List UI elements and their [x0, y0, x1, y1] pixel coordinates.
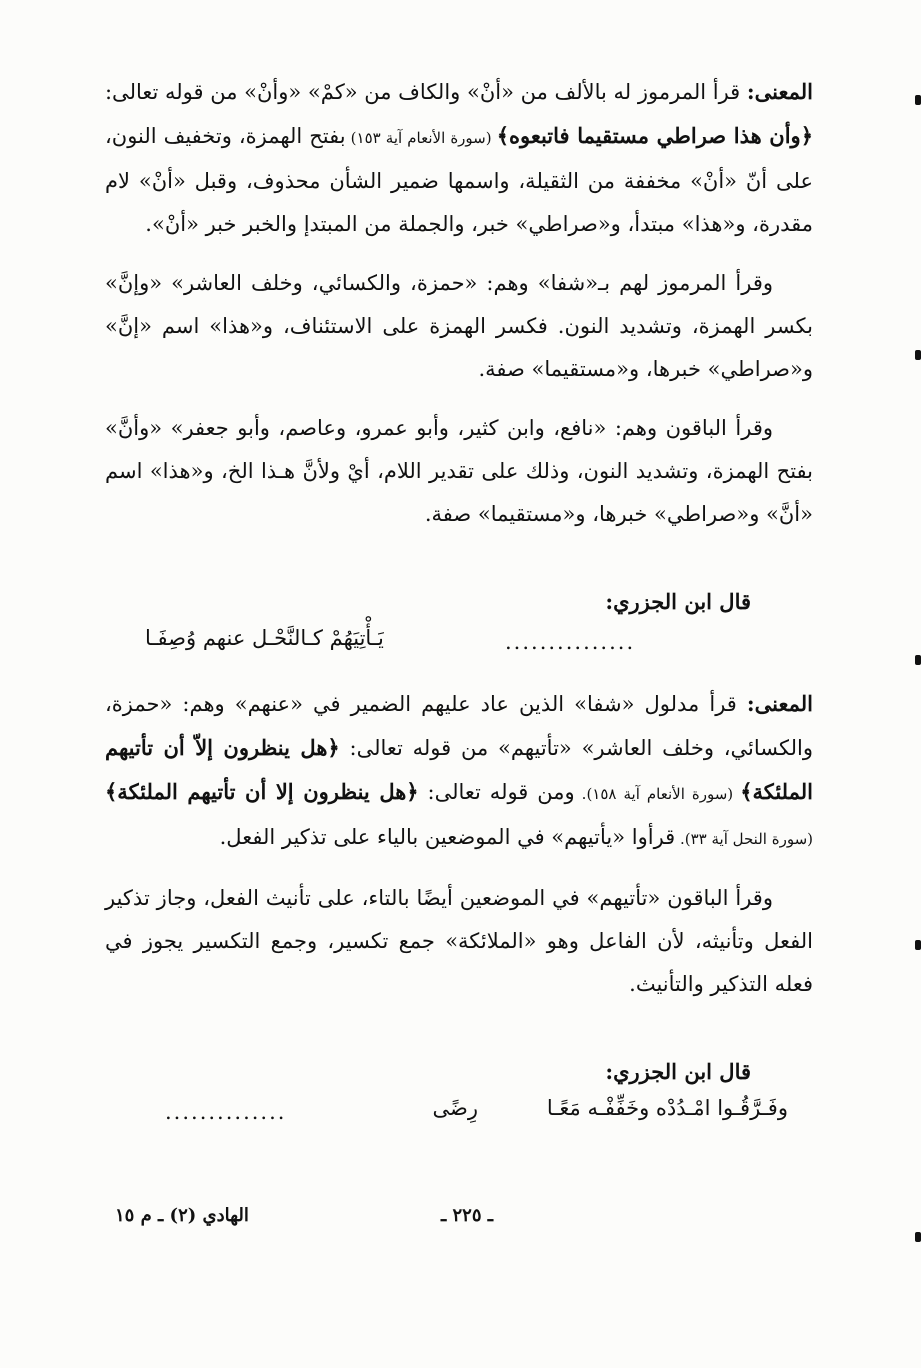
surah-reference: (سورة الأنعام آية ١٥٨). [574, 785, 741, 803]
section-heading: قال ابن الجزري: [605, 589, 751, 614]
book-signature: الهادي (٢) ـ م ١٥ [115, 1205, 249, 1226]
meaning-label: المعنى: [746, 79, 813, 104]
page-number: ـ ٢٢٥ ـ [440, 1205, 494, 1226]
quran-quote: ﴿هل ينظرون إلا أن تأتيهم الملئكة﴾ [105, 779, 419, 804]
margin-mark [915, 95, 921, 105]
quran-quote: ﴿وأن هذا صراطي مستقيما فاتبعوه﴾ [496, 123, 813, 148]
verse-word: رِضًى [432, 1096, 478, 1120]
poem-verse-2 [105, 1092, 813, 1136]
section-heading: قال ابن الجزري: [605, 1059, 751, 1084]
paragraph-reading-others: وقرأ الباقون وهم: «نافع، وابن كثير، وأبو عمرو، وعاصم، وأبو جعفر» «وأنَّ» بفتح الهمزة، وتشديد النون، وذلك على تقدير اللام، أيْ ولأنَّ هـذا الخ، و«هذا» اسم «أنَّ» و«صراطي» خبرها، و«مستقيما» صفة. [105, 416, 813, 526]
text: قرأ المرموز له بالألف من «أنْ» والكاف من «كمْ» «وأنْ» من قوله تعالى: [104, 80, 747, 104]
page-footer [105, 1205, 813, 1235]
verse-dots: ............... [505, 630, 636, 654]
page-body [105, 70, 813, 1136]
text: قرأ مدلول «شفا» الذين عاد عليهم الضمير في «عنهم» وهم: «حمزة، والكسائي، وخلف العاشر» «تأتيهم» من قوله تعالى: [105, 692, 813, 760]
paragraph-meaning-1 [105, 70, 813, 246]
margin-mark [915, 1232, 921, 1242]
verse-hemistich: وفَـرَّقُـوا امْـدُدْه وخَفِّفْـه مَعًـا [546, 1096, 788, 1120]
verse-dots: .............. [165, 1100, 287, 1124]
paragraph-reading-shafa: وقرأ المرموز لهم بـ«شفا» وهم: «حمزة، والكسائي، وخلف العاشر» «وإنَّ» بكسر الهمزة، وتشديد النون. فكسر الهمزة على الاستئناف، و«هذا» اسم «إنَّ» و«صراطي» خبرها، و«مستقيما» صفة. [105, 271, 813, 381]
surah-reference: (سورة الأنعام آية ١٥٣) [345, 129, 497, 147]
text: ومن قوله تعالى: [418, 780, 575, 804]
poem-verse-1 [105, 622, 813, 666]
quran-quote: ﴿هل ينظرون إلاّ أن تأتيهم الملئكة﴾ [105, 735, 814, 804]
margin-mark [915, 350, 921, 360]
meaning-label: المعنى: [746, 691, 813, 716]
surah-reference: (سورة النحل آية ٣٣). [675, 830, 813, 848]
paragraph-reading-remaining: وقرأ الباقون «تأتيهم» في الموضعين أيضًا بالتاء، على تأنيث الفعل، وجاز تذكير الفعل وتأنيثه، لأن الفاعل وهو «الملائكة» جمع تكسير، وجمع التكسير يجوز في فعله التذكير والتأنيث. [105, 886, 813, 996]
paragraph-meaning-2 [105, 682, 813, 861]
margin-mark [915, 940, 921, 950]
text: بفتح الهمزة، وتخفيف النون، على أنّ «أنْ» مخففة من الثقيلة، واسمها ضمير الشأن محذوف، وقبل «أنْ» لام مقدرة، و«هذا» مبتدأ، و«صراطي» خبر، والجملة من المبتدإ والخبر خبر «أنْ». [105, 124, 813, 236]
verse-hemistich: يَـأْتِيَهُمْ كـالنَّحْـل عنهم وُصِفَـا [145, 626, 384, 650]
text: قرأوا «يأتيهم» في الموضعين بالياء على تذكير الفعل. [219, 825, 676, 849]
margin-mark [915, 655, 921, 665]
